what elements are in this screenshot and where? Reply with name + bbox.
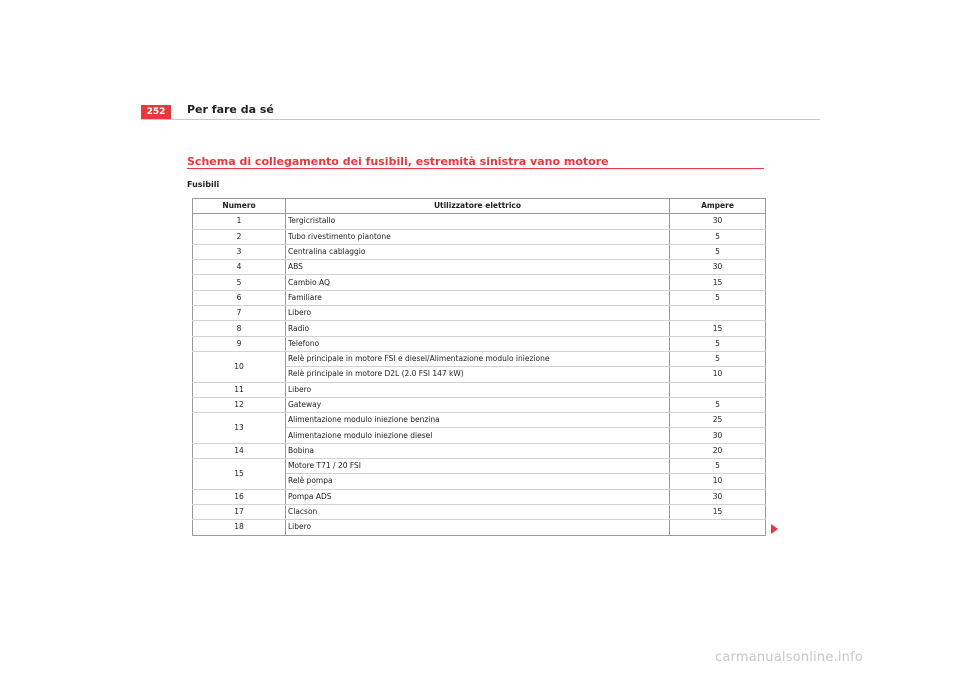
header-divider xyxy=(141,119,820,120)
fuse-ampere: 5 xyxy=(670,229,766,244)
table-row xyxy=(193,336,766,351)
fuse-user: Libero xyxy=(286,306,670,321)
fuse-user: Tubo rivestimento piantone xyxy=(286,229,670,244)
fuse-ampere: 5 xyxy=(670,397,766,412)
fuse-ampere: 30 xyxy=(670,428,766,443)
section-title: Schema di collegamento dei fusibili, estremità sinistra vano motore xyxy=(187,155,609,168)
fuse-number: 15 xyxy=(193,459,286,490)
fuse-user: Alimentazione modulo iniezione diesel xyxy=(286,428,670,443)
fuse-ampere: 15 xyxy=(670,504,766,519)
table-row xyxy=(193,443,766,458)
table-row xyxy=(193,459,766,474)
fuse-number: 9 xyxy=(193,336,286,351)
section-divider xyxy=(187,168,764,169)
table-header-row xyxy=(193,199,766,214)
fuse-user: Pompa ADS xyxy=(286,489,670,504)
fuse-ampere: 5 xyxy=(670,459,766,474)
fuse-number: 16 xyxy=(193,489,286,504)
fuse-number: 2 xyxy=(193,229,286,244)
table-row xyxy=(193,260,766,275)
fuse-ampere: 5 xyxy=(670,244,766,259)
page-number: 252 xyxy=(141,105,171,120)
fuse-ampere: 30 xyxy=(670,489,766,504)
table-row xyxy=(193,520,766,535)
fuse-user: Libero xyxy=(286,520,670,535)
fuse-user: Motore T71 / 20 FSI xyxy=(286,459,670,474)
table-row xyxy=(193,321,766,336)
header-numero: Numero xyxy=(193,199,286,214)
table-row xyxy=(193,413,766,428)
fuse-number: 3 xyxy=(193,244,286,259)
table-row xyxy=(193,229,766,244)
fuse-user: Libero xyxy=(286,382,670,397)
fuse-number: 14 xyxy=(193,443,286,458)
table-row xyxy=(193,214,766,229)
fuse-number: 6 xyxy=(193,290,286,305)
fuse-user: Radio xyxy=(286,321,670,336)
fuse-number: 17 xyxy=(193,504,286,519)
fuse-ampere: 5 xyxy=(670,351,766,366)
fuse-number: 10 xyxy=(193,351,286,382)
fuse-number: 1 xyxy=(193,214,286,229)
fuse-user: Tergicristallo xyxy=(286,214,670,229)
fuse-ampere: 25 xyxy=(670,413,766,428)
section-subtitle: Fusibili xyxy=(187,180,220,189)
fuse-table xyxy=(192,198,766,536)
fuse-table-body xyxy=(193,214,766,535)
fuse-ampere: 30 xyxy=(670,214,766,229)
table-row xyxy=(193,275,766,290)
header-ampere: Ampere xyxy=(670,199,766,214)
table-row xyxy=(193,290,766,305)
table-row xyxy=(193,382,766,397)
table-row xyxy=(193,489,766,504)
fuse-ampere: 10 xyxy=(670,474,766,489)
fuse-number: 11 xyxy=(193,382,286,397)
fuse-user: Gateway xyxy=(286,397,670,412)
table-row xyxy=(193,244,766,259)
fuse-user: Relè pompa xyxy=(286,474,670,489)
table-row xyxy=(193,397,766,412)
table-row xyxy=(193,504,766,519)
fuse-ampere: 30 xyxy=(670,260,766,275)
fuse-ampere xyxy=(670,382,766,397)
table-row xyxy=(193,306,766,321)
fuse-user: Bobina xyxy=(286,443,670,458)
watermark: carmanualsonline.info xyxy=(715,650,864,665)
fuse-user: Alimentazione modulo iniezione benzina xyxy=(286,413,670,428)
fuse-number: 7 xyxy=(193,306,286,321)
fuse-ampere: 15 xyxy=(670,321,766,336)
fuse-number: 13 xyxy=(193,413,286,444)
fuse-number: 8 xyxy=(193,321,286,336)
header-utilizzatore: Utilizzatore elettrico xyxy=(286,199,670,214)
fuse-number: 4 xyxy=(193,260,286,275)
arrow-right-icon[interactable] xyxy=(771,524,778,534)
fuse-ampere: 5 xyxy=(670,336,766,351)
fuse-ampere xyxy=(670,306,766,321)
fuse-user: Clacson xyxy=(286,504,670,519)
fuse-user: Familiare xyxy=(286,290,670,305)
table-row xyxy=(193,351,766,366)
fuse-number: 18 xyxy=(193,520,286,535)
fuse-user: Relè principale in motore FSI e diesel/Alimentazione modulo iniezione xyxy=(286,351,670,366)
fuse-number: 5 xyxy=(193,275,286,290)
fuse-number: 12 xyxy=(193,397,286,412)
fuse-user: Cambio AQ xyxy=(286,275,670,290)
fuse-ampere: 15 xyxy=(670,275,766,290)
fuse-user: ABS xyxy=(286,260,670,275)
fuse-user: Centralina cablaggio xyxy=(286,244,670,259)
fuse-ampere: 20 xyxy=(670,443,766,458)
fuse-user: Telefono xyxy=(286,336,670,351)
fuse-ampere: 10 xyxy=(670,367,766,382)
fuse-ampere xyxy=(670,520,766,535)
fuse-user: Relè principale in motore D2L (2.0 FSI 147 kW) xyxy=(286,367,670,382)
header-title: Per fare da sé xyxy=(187,103,274,116)
fuse-ampere: 5 xyxy=(670,290,766,305)
